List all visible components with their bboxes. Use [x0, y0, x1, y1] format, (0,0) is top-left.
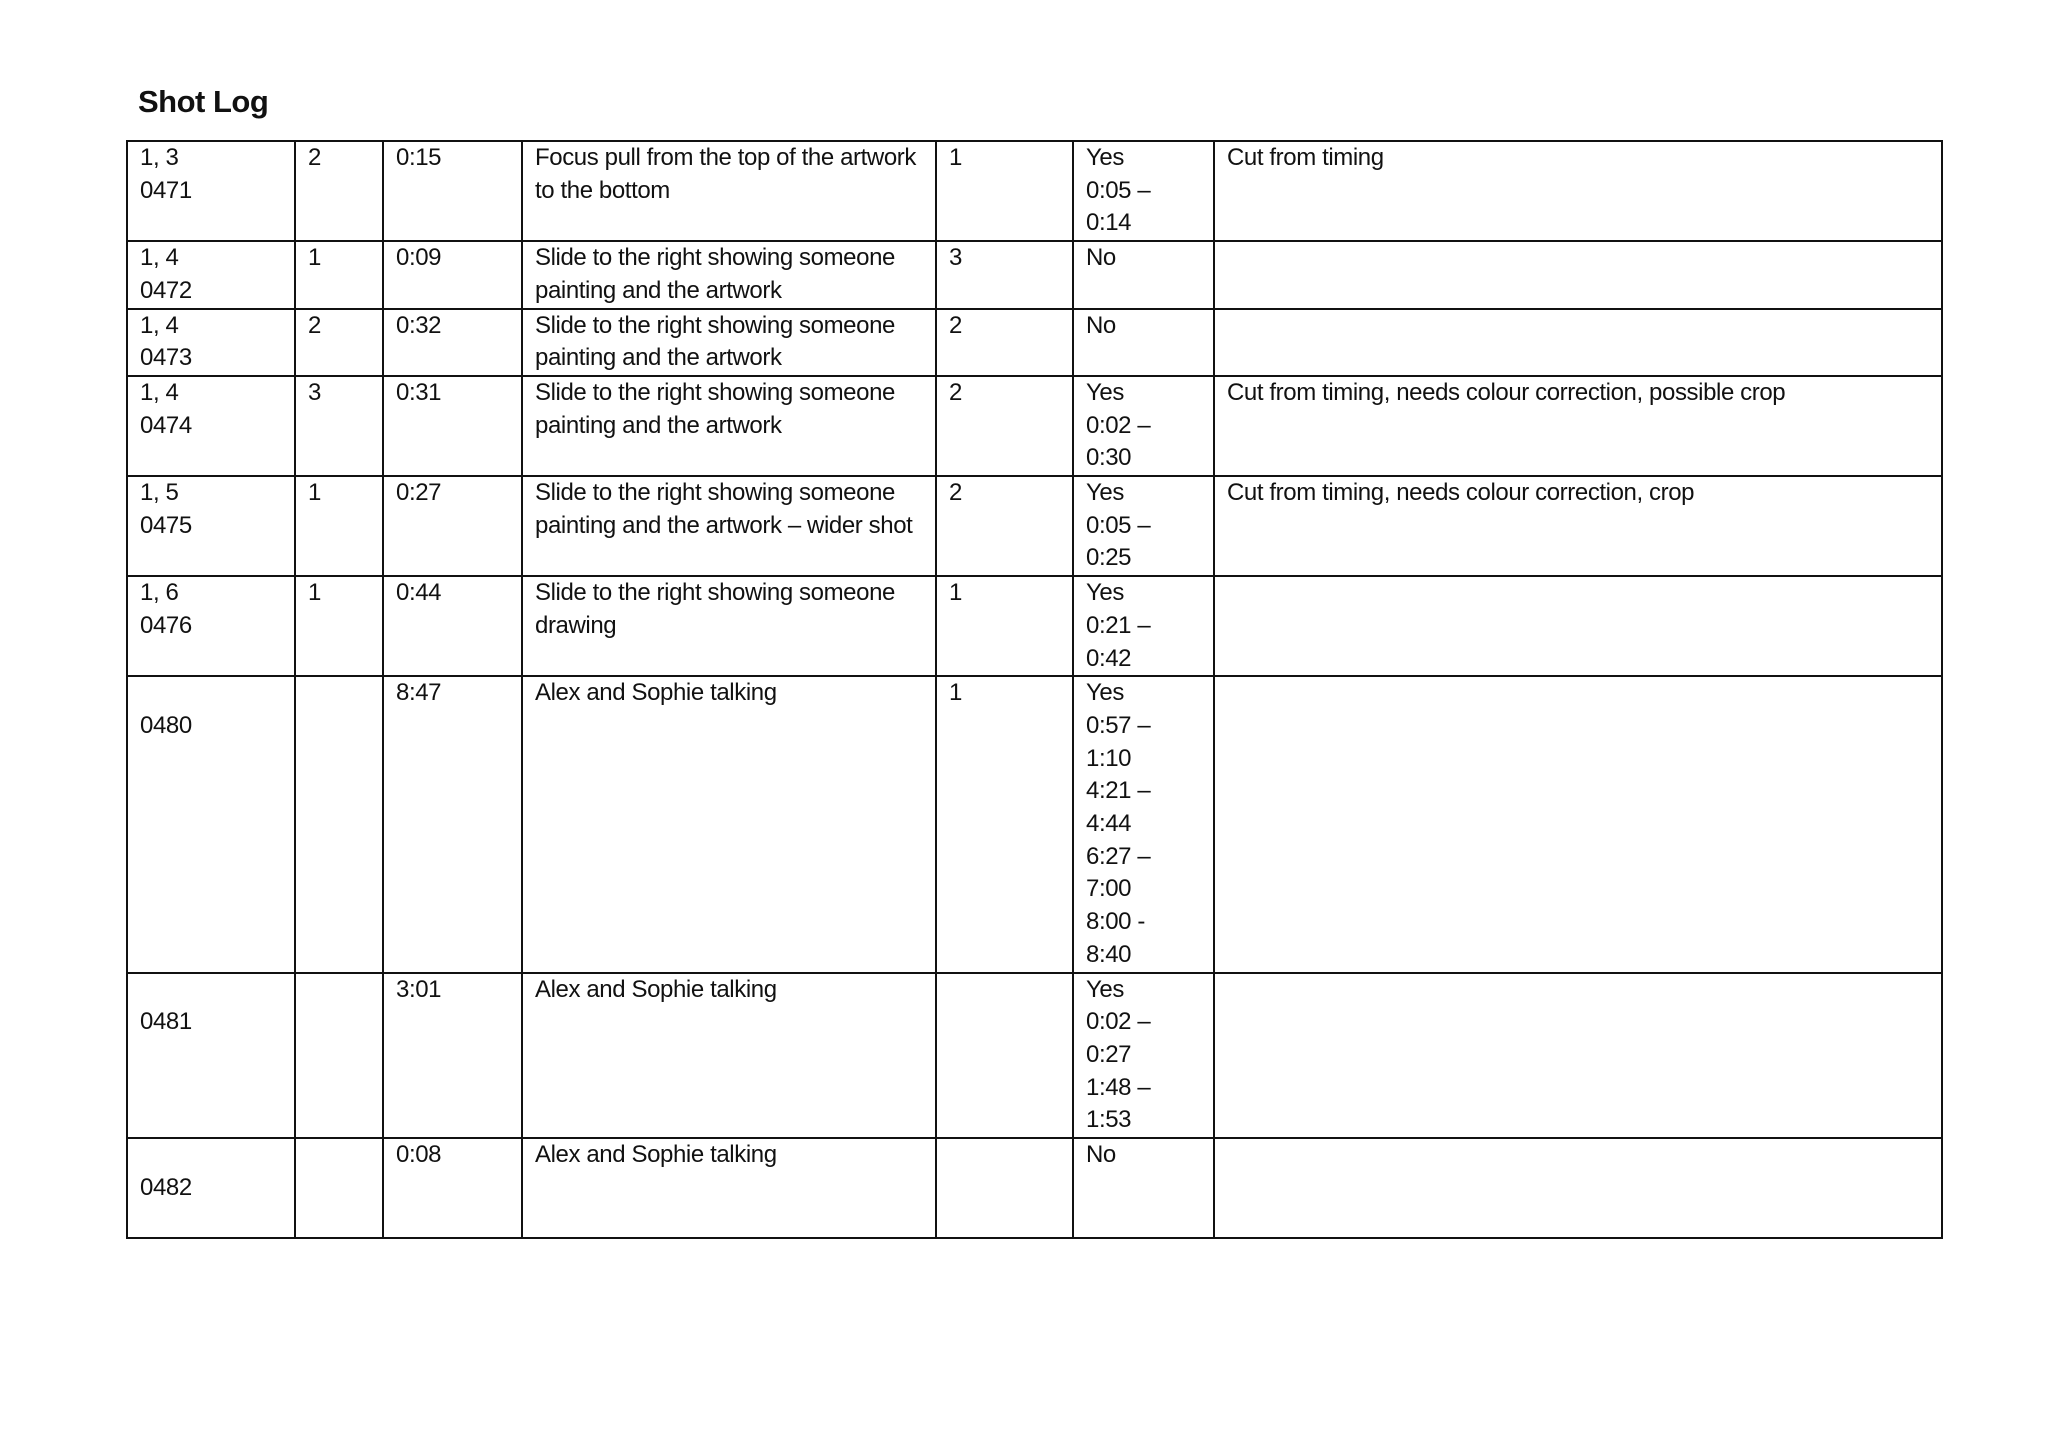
usable-cell: [1073, 973, 1214, 1139]
shot-clip-line: 0472: [140, 276, 192, 304]
take-cell: [295, 676, 383, 972]
usable-line: 4:44: [1086, 810, 1132, 838]
duration-cell: 0:32: [383, 309, 522, 376]
usable-line: 0:05 –: [1086, 511, 1151, 539]
usable-cell: [1073, 476, 1214, 576]
shot-clip-cell: [127, 376, 295, 476]
rating-cell: [936, 973, 1073, 1139]
usable-line: 8:40: [1086, 940, 1132, 968]
table-row: [127, 973, 1942, 1139]
take-cell: [295, 1138, 383, 1238]
shot-clip-line: 0474: [140, 411, 192, 439]
shot-clip-cell: [127, 241, 295, 308]
duration-cell: 8:47: [383, 676, 522, 972]
take-cell: 2: [295, 141, 383, 241]
notes-cell: [1214, 241, 1942, 308]
description-cell: Slide to the right showing someone drawing: [522, 576, 936, 676]
shot-clip-cell: [127, 576, 295, 676]
description-cell: Focus pull from the top of the artwork to the bottom: [522, 141, 936, 241]
usable-line: 0:25: [1086, 544, 1132, 572]
notes-cell: Cut from timing, needs colour correction, possible crop: [1214, 376, 1942, 476]
usable-cell: [1073, 309, 1214, 376]
take-cell: 1: [295, 476, 383, 576]
usable-cell: [1073, 376, 1214, 476]
shot-clip-cell: [127, 973, 295, 1139]
usable-line: 0:05 –: [1086, 176, 1151, 204]
usable-line: No: [1086, 1141, 1116, 1169]
rating-cell: 2: [936, 376, 1073, 476]
description-cell: Slide to the right showing someone painting and the artwork: [522, 376, 936, 476]
usable-line: 7:00: [1086, 875, 1132, 903]
description-cell: Alex and Sophie talking: [522, 676, 936, 972]
shot-clip-cell: [127, 676, 295, 972]
shot-clip-line: 1, 4: [140, 244, 179, 272]
description-cell: Alex and Sophie talking: [522, 1138, 936, 1238]
rating-cell: 1: [936, 576, 1073, 676]
usable-line: 0:27: [1086, 1040, 1132, 1068]
shot-clip-line: 1, 4: [140, 311, 179, 339]
usable-line: 0:57 –: [1086, 711, 1151, 739]
shot-clip-cell: [127, 309, 295, 376]
rating-cell: 2: [936, 309, 1073, 376]
usable-cell: [1073, 241, 1214, 308]
usable-line: 1:48 –: [1086, 1073, 1151, 1101]
usable-line: 0:02 –: [1086, 411, 1151, 439]
table-row: [127, 141, 1942, 241]
rating-cell: [936, 1138, 1073, 1238]
notes-cell: Cut from timing: [1214, 141, 1942, 241]
usable-line: Yes: [1086, 975, 1124, 1003]
notes-cell: [1214, 576, 1942, 676]
usable-cell: [1073, 141, 1214, 241]
usable-cell: [1073, 576, 1214, 676]
shot-clip-line: 0473: [140, 344, 192, 372]
rating-cell: 2: [936, 476, 1073, 576]
usable-line: 4:21 –: [1086, 777, 1151, 805]
table-row: [127, 576, 1942, 676]
usable-line: Yes: [1086, 479, 1124, 507]
table-row: [127, 309, 1942, 376]
usable-line: Yes: [1086, 378, 1124, 406]
duration-cell: 0:31: [383, 376, 522, 476]
shot-clip-line: 1, 4: [140, 378, 179, 406]
shot-clip-line: 0481: [140, 1008, 192, 1036]
usable-cell: [1073, 1138, 1214, 1238]
shot-clip-cell: [127, 141, 295, 241]
shot-log-table: [126, 140, 1943, 1239]
usable-line: 1:53: [1086, 1106, 1132, 1134]
rating-cell: 3: [936, 241, 1073, 308]
usable-line: Yes: [1086, 144, 1124, 171]
notes-cell: [1214, 1138, 1942, 1238]
take-cell: 3: [295, 376, 383, 476]
shot-clip-line: 1, 3: [140, 144, 179, 171]
usable-line: 8:00 -: [1086, 908, 1145, 936]
usable-line: No: [1086, 311, 1116, 339]
rating-cell: 1: [936, 141, 1073, 241]
shot-clip-line: 1, 6: [140, 579, 179, 607]
shot-clip-line: 0471: [140, 176, 192, 204]
take-cell: 1: [295, 576, 383, 676]
notes-cell: [1214, 973, 1942, 1139]
usable-line: 0:30: [1086, 444, 1132, 472]
shot-clip-line: 0480: [140, 711, 192, 739]
shot-log-body: [127, 141, 1942, 1238]
usable-line: 0:21 –: [1086, 611, 1151, 639]
usable-line: 1:10: [1086, 744, 1132, 772]
description-cell: Slide to the right showing someone painting and the artwork – wider shot: [522, 476, 936, 576]
duration-cell: 0:15: [383, 141, 522, 241]
notes-cell: [1214, 676, 1942, 972]
duration-cell: 0:44: [383, 576, 522, 676]
description-cell: Slide to the right showing someone painting and the artwork: [522, 309, 936, 376]
usable-line: Yes: [1086, 579, 1124, 607]
shot-clip-line: 0482: [140, 1173, 192, 1201]
usable-line: 0:14: [1086, 209, 1132, 237]
duration-cell: 3:01: [383, 973, 522, 1139]
page-title: Shot Log: [138, 84, 269, 119]
shot-clip-line: 0475: [140, 511, 192, 539]
shot-clip-cell: [127, 476, 295, 576]
usable-line: 6:27 –: [1086, 842, 1151, 870]
shot-clip-line: 1, 5: [140, 479, 179, 507]
table-row: [127, 676, 1942, 972]
description-cell: Slide to the right showing someone painting and the artwork: [522, 241, 936, 308]
duration-cell: 0:27: [383, 476, 522, 576]
take-cell: 1: [295, 241, 383, 308]
take-cell: 2: [295, 309, 383, 376]
usable-cell: [1073, 676, 1214, 972]
duration-cell: 0:09: [383, 241, 522, 308]
take-cell: [295, 973, 383, 1139]
notes-cell: [1214, 309, 1942, 376]
duration-cell: 0:08: [383, 1138, 522, 1238]
description-cell: Alex and Sophie talking: [522, 973, 936, 1139]
table-row: [127, 376, 1942, 476]
table-row: [127, 241, 1942, 308]
table-row: [127, 1138, 1942, 1238]
notes-cell: Cut from timing, needs colour correction, crop: [1214, 476, 1942, 576]
shot-clip-cell: [127, 1138, 295, 1238]
usable-line: Yes: [1086, 679, 1124, 707]
usable-line: No: [1086, 244, 1116, 272]
rating-cell: 1: [936, 676, 1073, 972]
usable-line: 0:02 –: [1086, 1008, 1151, 1036]
usable-line: 0:42: [1086, 644, 1132, 672]
table-row: [127, 476, 1942, 576]
shot-clip-line: 0476: [140, 611, 192, 639]
